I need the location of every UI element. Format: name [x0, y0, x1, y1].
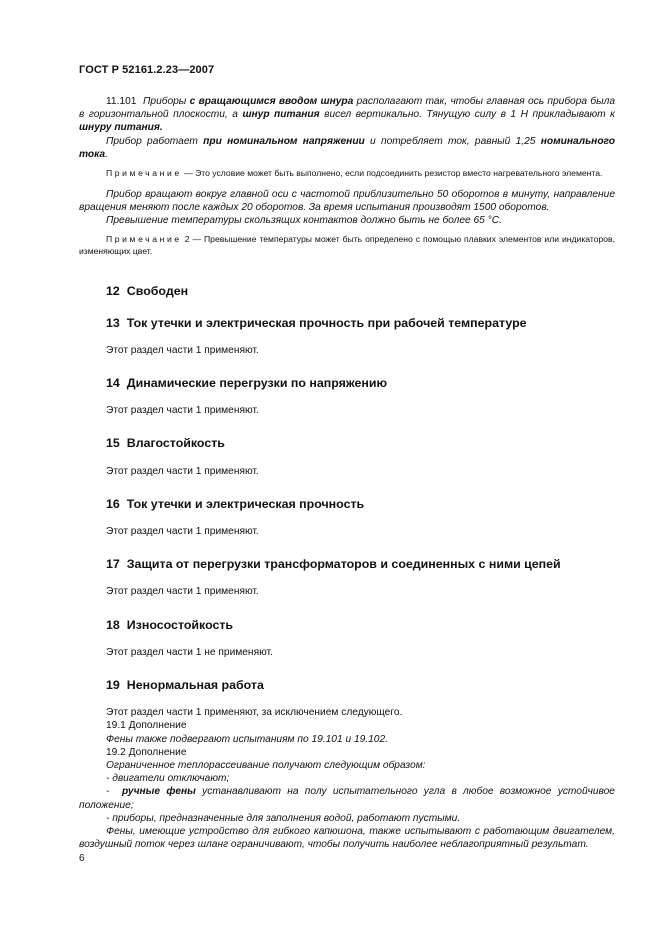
- note-lead: Примечание: [106, 168, 182, 179]
- note-lead: Примечание: [106, 234, 182, 245]
- text-fragment: висел вертикально. Тянущую силу в 1 Н прикладывают к: [324, 109, 615, 121]
- subclause-19-1: 19.1 Дополнение: [106, 720, 187, 732]
- paragraph-operation: [79, 135, 615, 161]
- text-fragment: Приборы: [143, 96, 187, 107]
- text-fragment: устанавливают на полу испытательного угла в любое возможное устойчивое положение;: [79, 786, 615, 811]
- note-2: [79, 234, 615, 257]
- paragraph-hood-dryers: Фены, имеющие устройство для гибкого капюшона, также испытывают с работающим двигателем, воздушный поток через шланг ограничивают, чтобы получить наиболее неблагоприятный результат.: [79, 826, 615, 851]
- section-title: Свободен: [126, 284, 189, 299]
- document-body: [79, 95, 615, 851]
- note-1: [79, 168, 615, 180]
- section-title: Ток утечки и электрическая прочность: [126, 496, 365, 511]
- section-number: 15: [106, 436, 120, 451]
- section-number: 14: [106, 376, 120, 391]
- section-number: 16: [106, 496, 120, 511]
- section-number: 13: [106, 315, 120, 330]
- section-title: Защита от перегрузки трансформаторов и соединенных с ними цепей: [126, 557, 561, 572]
- section-heading-16: [79, 498, 615, 511]
- section-heading-17: [79, 558, 615, 571]
- section-title: Ненормальная работа: [126, 678, 264, 693]
- section-title: Ток утечки и электрическая прочность при рабочей температуре: [126, 315, 527, 330]
- section-text-16: Этот раздел части 1 применяют.: [106, 526, 259, 538]
- section-title: Динамические перегрузки по напряжению: [126, 376, 388, 391]
- section-title: Износостойкость: [126, 617, 234, 632]
- text-fragment: располагают так, чтобы главная ось прибора была в горизонтальной плоскости, а: [79, 96, 615, 121]
- section-heading-14: [79, 377, 615, 390]
- note-text: — Это условие может быть выполнено, если подсоединить резистор вместо нагревательного элемента.: [184, 168, 603, 179]
- section-number: 18: [106, 617, 120, 632]
- note-text: 2 — Превышение температуры может быть определено с помощью плавких элементов или индикаторов, изменяющих цвет.: [79, 234, 616, 256]
- section-heading-18: [79, 619, 615, 632]
- section-heading-13: [79, 317, 615, 330]
- section-text-18: Этот раздел части 1 не применяют.: [106, 646, 273, 658]
- section-text-15: Этот раздел части 1 применяют.: [106, 465, 259, 477]
- subclause-19-2-text: Ограниченное теплорассеивание получают следующим образом:: [106, 760, 426, 772]
- page-number: 6: [79, 853, 85, 864]
- document-header: ГОСТ Р 52161.2.23—2007: [79, 64, 215, 76]
- clause-number: 11.101: [106, 96, 137, 107]
- paragraph-11-101: [79, 95, 615, 135]
- paragraph-temperature: Превышение температуры скользящих контактов должно быть не более 65 °С.: [106, 215, 502, 227]
- section-title: Влагостойкость: [126, 436, 225, 451]
- defined-term: с вращающимся вводом шнура: [189, 96, 354, 107]
- section-heading-12: [79, 285, 615, 298]
- list-dash: -: [106, 786, 110, 798]
- section-text-14: Этот раздел части 1 применяют.: [106, 405, 259, 417]
- spacer: [79, 265, 615, 271]
- section-heading-19: [79, 679, 615, 692]
- list-item-water-appliances: - приборы, предназначенные для заполнения водой, работают пустыми.: [106, 812, 461, 824]
- section-number: 19: [106, 678, 120, 693]
- text-fragment: .: [105, 148, 108, 160]
- defined-term: при номинальном напряжении: [203, 135, 365, 147]
- section-number: 12: [106, 284, 120, 299]
- list-item-motors: - двигатели отключают;: [106, 773, 230, 785]
- list-item-hand-dryers: [79, 785, 615, 811]
- subclause-19-2: 19.2 Дополнение: [106, 746, 187, 758]
- text-fragment: и потребляет ток, равный 1,25: [370, 135, 536, 147]
- section-text-13: Этот раздел части 1 применяют.: [106, 344, 259, 356]
- section-heading-15: [79, 437, 615, 450]
- defined-term: шнуру питания.: [79, 122, 163, 134]
- section-text-19: Этот раздел части 1 применяют, за исключением следующего.: [106, 707, 403, 719]
- defined-term: шнур питания: [242, 109, 320, 121]
- subclause-19-1-text: Фены также подвергают испытаниям по 19.101 и 19.102.: [106, 733, 388, 745]
- text-fragment: Прибор работает: [106, 135, 198, 147]
- section-text-17: Этот раздел части 1 применяют.: [106, 586, 259, 598]
- defined-term: ручные фены: [121, 786, 196, 798]
- paragraph-rotation: Прибор вращают вокруг главной оси с частотой приблизительно 50 оборотов в минуту, направление вращения меняют после каждых 20 оборотов. За время испытания производят 1500 оборотов.: [79, 188, 615, 213]
- section-number: 17: [106, 557, 120, 572]
- defined-term: номинального тока: [79, 135, 615, 160]
